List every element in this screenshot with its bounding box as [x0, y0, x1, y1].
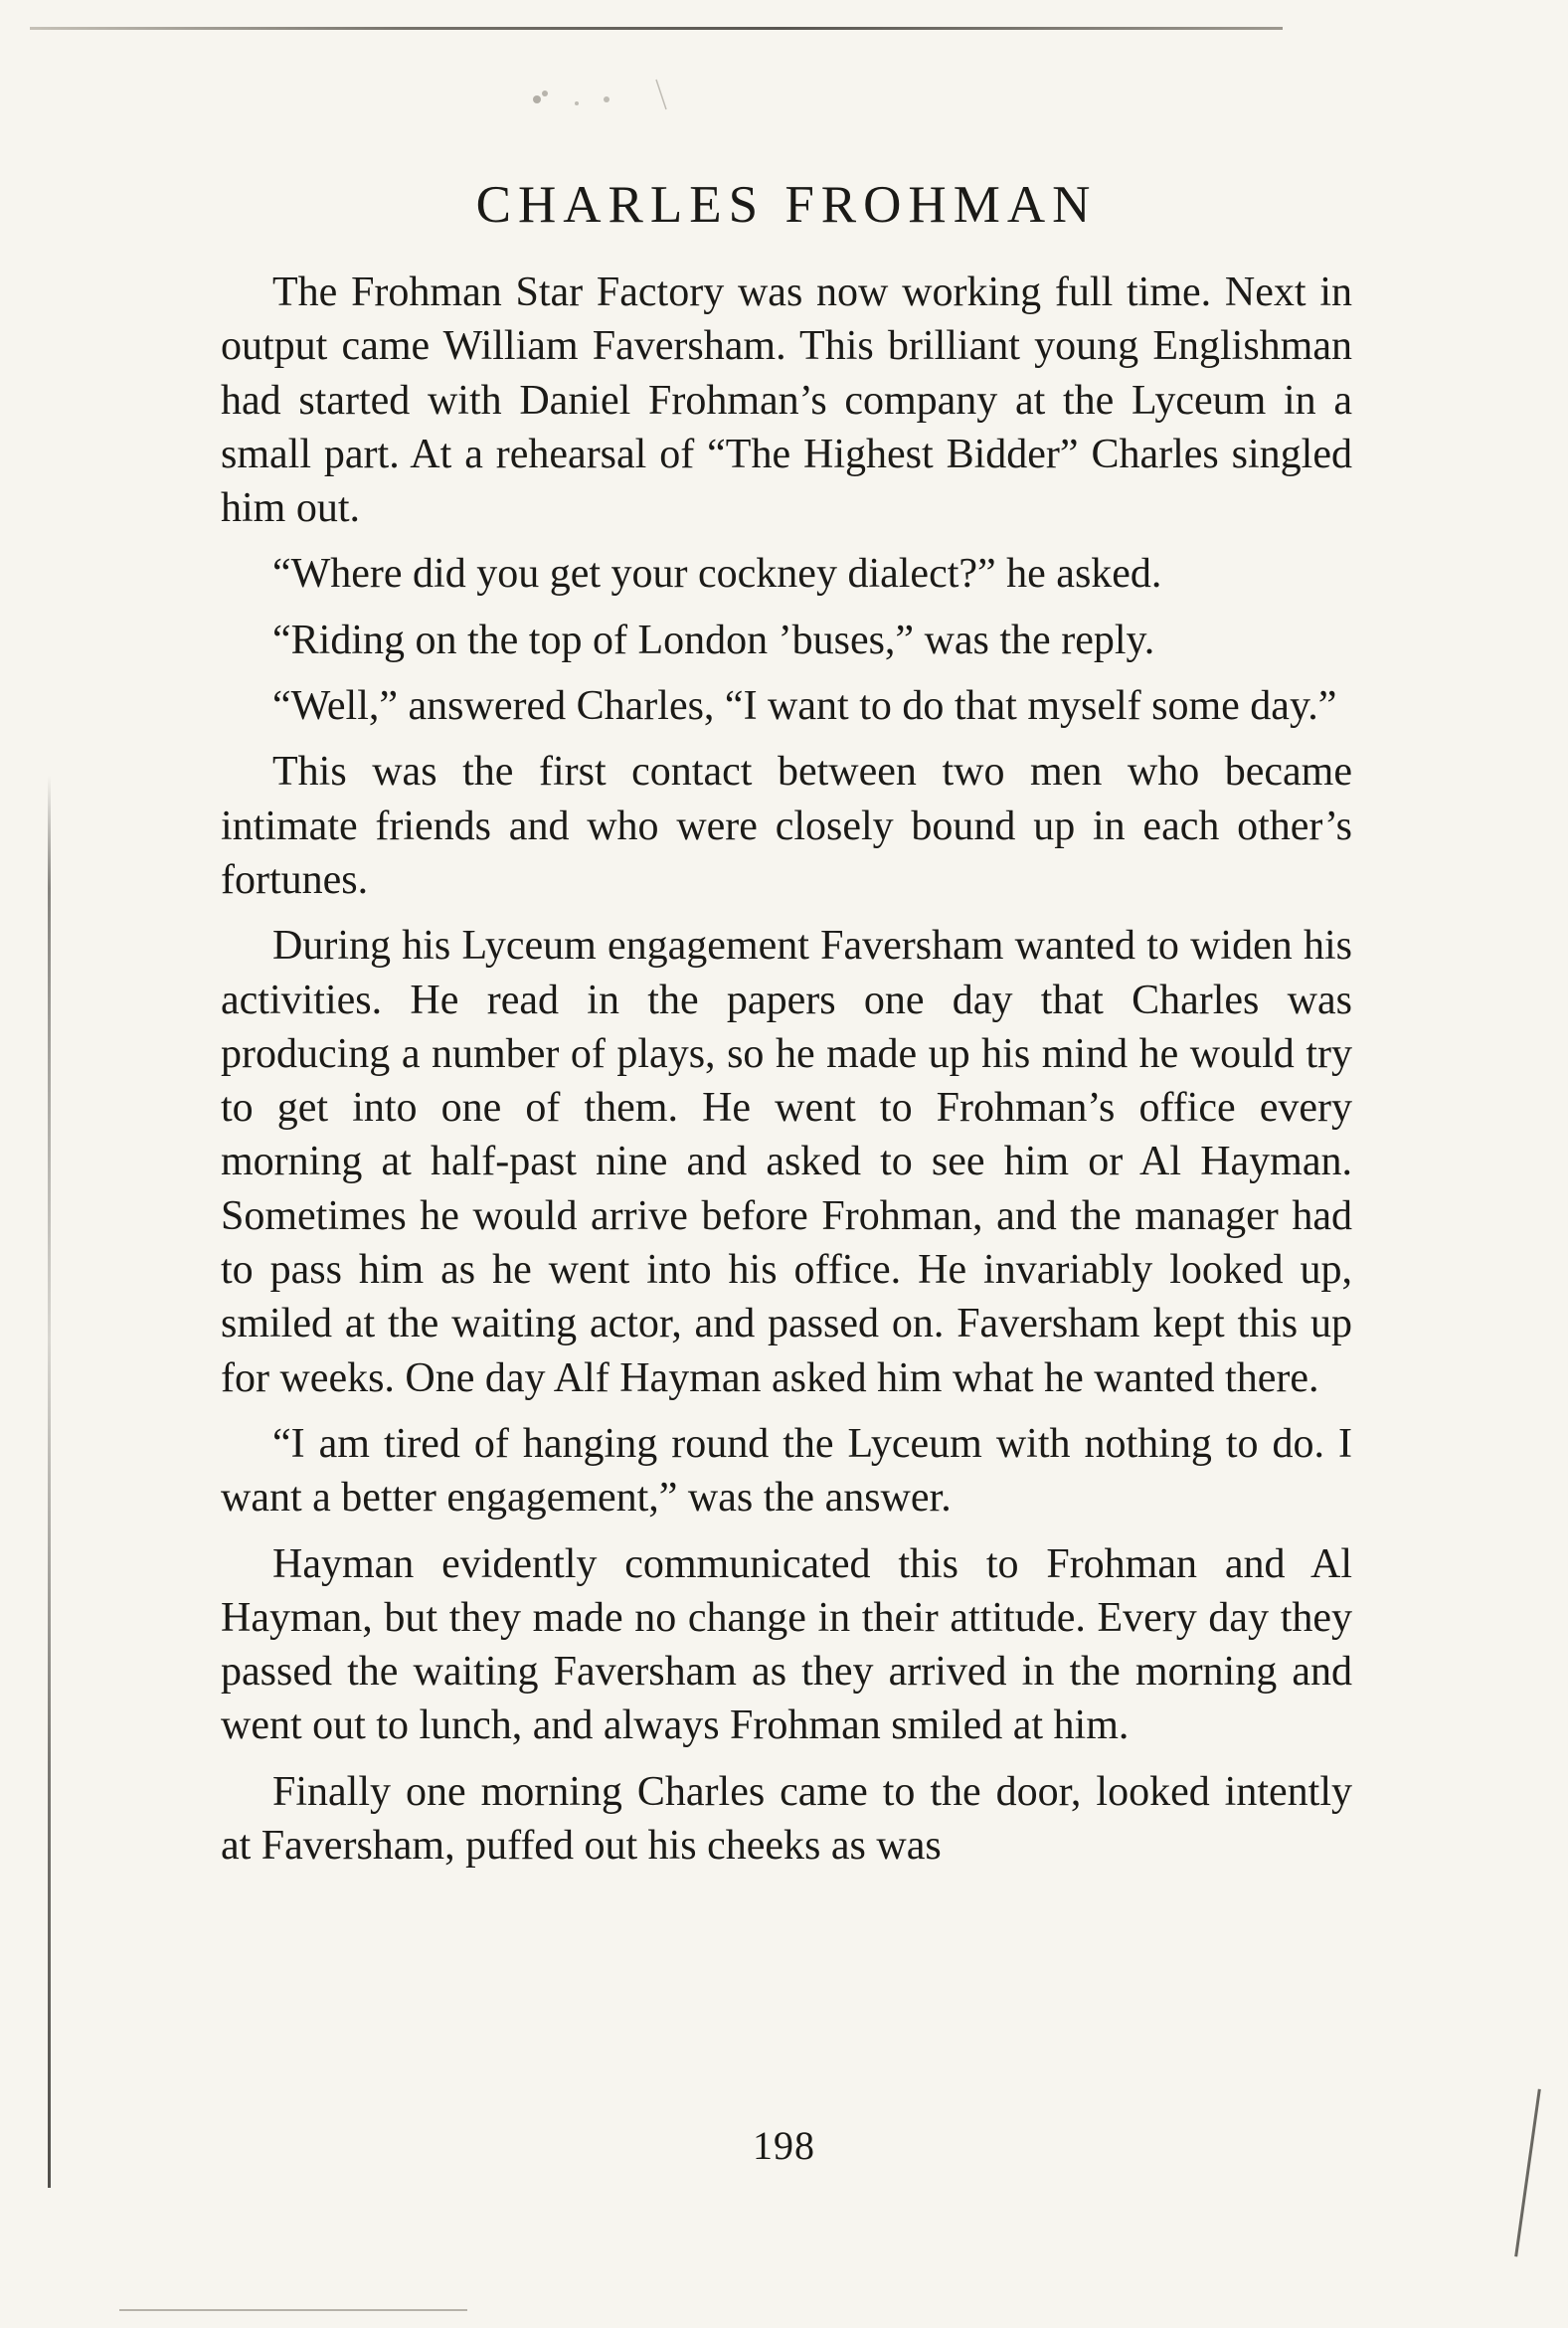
paragraph: “Riding on the top of London ’buses,” was the reply. [272, 617, 1155, 663]
paragraph: “I am tired of hanging round the Lyceum with nothing to do. I want a better engagement,” was the answer. [221, 1420, 1352, 1522]
scan-margin-mark-left [48, 776, 51, 2188]
page-number: 198 [753, 2123, 815, 2168]
book-page [221, 169, 1352, 1884]
scan-edge-top [30, 27, 1283, 30]
paragraph: Hayman evidently communicated this to Frohman and Al Hayman, but they made no change in their attitude. Every day they passed the waiting Faversham as they arrived in the morning and went out to lunch, and always Frohman smiled at him. [221, 1540, 1352, 1749]
paragraph: “Well,” answered Charles, “I want to do that myself some day.” [272, 683, 1337, 730]
scan-edge-bottom [119, 2309, 467, 2311]
scan-specks [517, 70, 716, 129]
body-text [221, 266, 1352, 1873]
paragraph: The Frohman Star Factory was now working full time. Next in output came William Faversham. This brilliant young Englishman had started with Daniel Frohman’s company at the Lyceum in a small part. At a rehearsal of “The Highest Bidder” Charles singled him out. [221, 269, 1352, 532]
scan-margin-mark-right [1514, 2089, 1541, 2257]
paragraph: Finally one morning Charles came to the door, looked intently at Faversham, puffed out his cheeks as was [221, 1768, 1352, 1870]
paragraph: During his Lyceum engagement Faversham wanted to widen his activities. He read in the papers one day that Charles was producing a number of plays, so he made up his mind he would try to get into one of them. He went to Frohman’s office every morning at half-past nine and asked to see him or Al Hayman. Sometimes he would arrive before Frohman, and the manager had to pass him as he went into his office. He invariably looked up, smiled at the waiting actor, and passed on. Faversham kept this up for weeks. One day Alf Hayman asked him what he wanted there. [221, 923, 1352, 1401]
paragraph: This was the first contact between two men who became intimate friends and who were closely bound up in each other’s fortunes. [221, 749, 1352, 903]
running-head: CHARLES FROHMAN [475, 176, 1098, 234]
paragraph: “Where did you get your cockney dialect?” he asked. [272, 551, 1162, 598]
